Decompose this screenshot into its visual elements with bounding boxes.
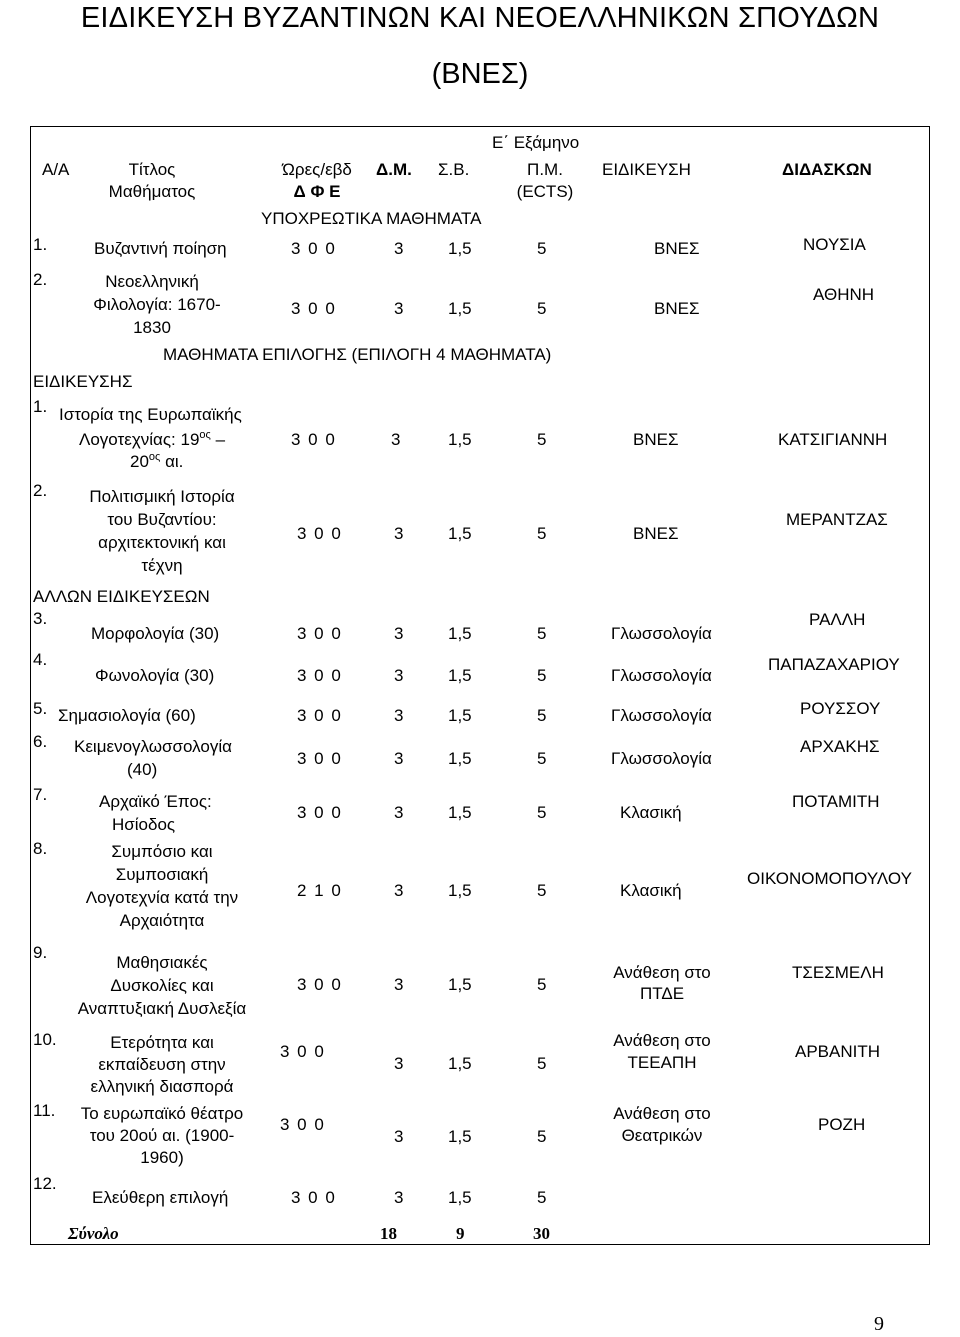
header-aa: Α/Α — [42, 160, 70, 179]
course-title-line: Φιλολογία: 1670- — [93, 295, 221, 314]
course-teacher: ΤΣΕΣΜΕΛΗ — [792, 963, 884, 982]
course-number: 6. — [33, 732, 48, 751]
course-title-line: αρχιτεκτονική και — [98, 533, 226, 552]
course-title-line: Συμποσιακή — [115, 865, 209, 884]
course-specialization: Γλωσσολογία — [611, 749, 712, 768]
course-dm: 3 — [394, 706, 404, 725]
total-sv: 9 — [456, 1224, 465, 1243]
course-pm: 5 — [537, 706, 547, 725]
course-dm: 3 — [394, 749, 404, 768]
course-specialization-line: Θεατρικών — [621, 1126, 703, 1145]
section-other: ΑΛΛΩΝ ΕΙΔΙΚΕΥΣΕΩΝ — [33, 587, 210, 606]
course-title-line: Ησίοδος — [112, 815, 176, 834]
course-title-line: του Βυζαντίου: — [107, 510, 217, 529]
document-subtitle: (ΒΝΕΣ) — [431, 58, 529, 90]
course-title-line: $20^{o\varsigma}$ αι. — [130, 451, 184, 471]
course-specialization: ΒΝΕΣ — [654, 299, 700, 318]
course-title: Φωνολογία (30) — [95, 666, 215, 685]
course-sv: 1,5 — [448, 624, 472, 643]
course-sv: 1,5 — [448, 430, 472, 449]
course-pm: 5 — [537, 1188, 547, 1207]
course-title: Αρχαϊκό Έπος: — [99, 792, 212, 811]
course-title: Νεοελληνική — [105, 272, 199, 291]
course-sv: 1,5 — [448, 975, 472, 994]
document-title: ΕΙΔΙΚΕΥΣΗ ΒΥΖΑΝΤΙΝΩΝ ΚΑΙ ΝΕΟΕΛΛΗΝΙΚΩΝ ΣΠΟΥΔΩΝ — [80, 2, 880, 34]
course-title: Βυζαντινή ποίηση — [94, 239, 227, 258]
course-specialization: Γλωσσολογία — [611, 706, 712, 725]
course-number: 5. — [33, 699, 48, 718]
total-dm: 18 — [380, 1224, 397, 1243]
course-title: Ετερότητα και — [110, 1033, 214, 1052]
course-specialization: ΒΝΕΣ — [633, 524, 679, 543]
header-hours-dfe: Δ Φ Ε — [293, 182, 341, 201]
section-mandatory: ΥΠΟΧΡΕΩΤΙΚΑ ΜΑΘΗΜΑΤΑ — [261, 209, 482, 228]
course-title-line: Αναπτυξιακή Δυσλεξία — [77, 999, 247, 1018]
course-hours: 3 0 0 — [297, 624, 341, 643]
course-teacher: ΡΑΛΛΗ — [809, 610, 866, 629]
course-sv: 1,5 — [448, 524, 472, 543]
course-dm: 3 — [394, 239, 404, 258]
course-number: 1. — [33, 235, 48, 254]
course-specialization: Κλασική — [620, 881, 682, 900]
course-specialization: Ανάθεση στο — [613, 1104, 711, 1123]
course-pm: 5 — [537, 624, 547, 643]
header-dm: Δ.Μ. — [376, 160, 412, 179]
course-title: Σημασιολογία (60) — [58, 706, 196, 725]
course-teacher: ΜΕΡΑΝΤΖΑΣ — [786, 510, 888, 529]
course-title: Το ευρωπαϊκό θέατρο — [80, 1104, 244, 1123]
course-hours: 3 0 0 — [291, 239, 335, 258]
course-hours: 3 0 0 — [297, 975, 341, 994]
section-elective: ΜΑΘΗΜΑΤΑ ΕΠΙΛΟΓΗΣ (ΕΠΙΛΟΓΗ 4 ΜΑΘΗΜΑΤΑ) — [163, 345, 552, 364]
course-number: 11. — [33, 1101, 56, 1120]
header-pm: Π.Μ. — [527, 160, 563, 179]
course-dm: 3 — [394, 299, 404, 318]
course-specialization: Ανάθεση στο — [613, 1031, 711, 1050]
course-number: 9. — [33, 943, 48, 962]
course-specialization: Γλωσσολογία — [611, 624, 712, 643]
course-pm: 5 — [537, 239, 547, 258]
course-hours: 3 0 0 — [291, 299, 335, 318]
course-title-line: 1960) — [140, 1148, 184, 1167]
course-pm: 5 — [537, 299, 547, 318]
course-dm: 3 — [394, 1188, 404, 1207]
course-sv: 1,5 — [448, 299, 472, 318]
course-teacher: ΝΟΥΣΙΑ — [803, 235, 866, 254]
course-dm: 3 — [394, 624, 404, 643]
course-hours: 3 0 0 — [297, 666, 341, 685]
total-pm: 30 — [533, 1224, 550, 1243]
course-title: Ελεύθερη επιλογή — [92, 1188, 229, 1207]
course-number: 4. — [33, 650, 48, 669]
course-hours: 3 0 0 — [280, 1115, 324, 1134]
course-teacher: ΠΟΤΑΜΙΤΗ — [792, 792, 880, 811]
header-title: Τίτλος — [128, 160, 176, 179]
course-hours: 3 0 0 — [297, 749, 341, 768]
course-sv: 1,5 — [448, 1127, 472, 1146]
course-number: 3. — [33, 609, 48, 628]
course-dm: 3 — [394, 1054, 404, 1073]
course-dm: 3 — [394, 1127, 404, 1146]
header-hours: Ώρες/εβδ — [282, 160, 352, 179]
header-ects: (ECTS) — [516, 182, 574, 201]
course-pm: 5 — [537, 975, 547, 994]
course-title: Κειμενογλωσσολογία — [74, 737, 232, 756]
course-specialization: Ανάθεση στο — [613, 963, 711, 982]
course-sv: 1,5 — [448, 881, 472, 900]
course-title-line: Λογοτεχνία κατά την — [85, 888, 239, 907]
course-number: 10. — [33, 1030, 57, 1049]
course-pm: 5 — [537, 524, 547, 543]
course-title: Πολιτισμική Ιστορία — [89, 487, 235, 506]
course-sv: 1,5 — [448, 1054, 472, 1073]
course-number: 7. — [33, 785, 48, 804]
course-teacher: ΡΟΥΣΣΟΥ — [800, 699, 881, 718]
course-teacher: ΡΟΖΗ — [818, 1115, 866, 1134]
course-title-line: Λογοτεχνίας: $19^{o\varsigma}$ – — [79, 429, 226, 449]
course-number: 12. — [33, 1174, 57, 1193]
course-pm: 5 — [537, 430, 547, 449]
course-sv: 1,5 — [448, 706, 472, 725]
course-number: 2. — [33, 270, 48, 289]
total-label: Σύνολο — [68, 1224, 119, 1243]
course-hours: 3 0 0 — [291, 1188, 335, 1207]
course-title-line: 1830 — [133, 318, 171, 337]
course-title: Ιστορία της Ευρωπαϊκής — [59, 405, 242, 424]
course-sv: 1,5 — [448, 803, 472, 822]
course-hours: 3 0 0 — [280, 1042, 324, 1061]
course-teacher: ΠΑΠΑΖΑΧΑΡΙΟΥ — [768, 655, 900, 674]
header-teacher: ΔΙΔΑΣΚΩΝ — [782, 160, 872, 179]
course-teacher: ΑΘΗΝΗ — [813, 285, 875, 304]
course-number: 8. — [33, 839, 48, 858]
course-hours: 3 0 0 — [297, 706, 341, 725]
course-specialization: Κλασική — [620, 803, 682, 822]
course-pm: 5 — [537, 1054, 547, 1073]
course-title: Μορφολογία (30) — [91, 624, 220, 643]
course-title-line: Αρχαιότητα — [119, 911, 205, 930]
header-specialization: ΕΙΔΙΚΕΥΣΗ — [602, 160, 691, 179]
course-dm: 3 — [394, 666, 404, 685]
course-sv: 1,5 — [448, 666, 472, 685]
course-pm: 5 — [537, 1127, 547, 1146]
course-hours: 3 0 0 — [291, 430, 335, 449]
course-pm: 5 — [537, 666, 547, 685]
course-pm: 5 — [537, 803, 547, 822]
course-title: Συμπόσιο και — [111, 842, 213, 861]
course-title-line: του 20ού αι. (1900- — [89, 1126, 235, 1145]
course-dm: 3 — [394, 524, 404, 543]
course-specialization: ΒΝΕΣ — [633, 430, 679, 449]
course-dm: 3 — [391, 430, 401, 449]
page-number: 9 — [874, 1313, 884, 1335]
course-teacher: ΑΡΧΑΚΗΣ — [800, 737, 880, 756]
course-teacher: ΟΙΚΟΝΟΜΟΠΟΥΛΟΥ — [747, 869, 912, 888]
course-specialization: ΒΝΕΣ — [654, 239, 700, 258]
course-pm: 5 — [537, 881, 547, 900]
course-title-line: (40) — [127, 760, 158, 779]
section-specialization: ΕΙΔΙΚΕΥΣΗΣ — [33, 372, 133, 391]
course-title: Μαθησιακές — [116, 953, 208, 972]
header-sv: Σ.Β. — [438, 160, 470, 179]
course-specialization-line: ΤΕΕΑΠΗ — [627, 1053, 697, 1072]
course-title-line: εκπαίδευση στην — [98, 1055, 226, 1074]
course-dm: 3 — [394, 975, 404, 994]
course-dm: 3 — [394, 803, 404, 822]
course-pm: 5 — [537, 749, 547, 768]
course-sv: 1,5 — [448, 749, 472, 768]
course-specialization: Γλωσσολογία — [611, 666, 712, 685]
course-number: 2. — [33, 481, 48, 500]
course-teacher: ΑΡΒΑΝΙΤΗ — [795, 1042, 881, 1061]
course-specialization-line: ΠΤΔΕ — [639, 984, 685, 1003]
course-title-line: τέχνη — [141, 556, 183, 575]
course-sv: 1,5 — [448, 1188, 472, 1207]
course-sv: 1,5 — [448, 239, 472, 258]
course-dm: 3 — [394, 881, 404, 900]
semester-label: Ε΄ Εξάμηνο — [492, 133, 580, 152]
course-title-line: ελληνική διασπορά — [90, 1077, 234, 1096]
course-hours: 3 0 0 — [297, 803, 341, 822]
course-hours: 3 0 0 — [297, 524, 341, 543]
course-number: 1. — [33, 397, 48, 416]
header-title-2: Μαθήματος — [108, 182, 196, 201]
course-title-line: Δυσκολίες και — [110, 976, 214, 995]
course-teacher: ΚΑΤΣΙΓΙΑΝΝΗ — [778, 430, 888, 449]
course-hours: 2 1 0 — [297, 881, 341, 900]
